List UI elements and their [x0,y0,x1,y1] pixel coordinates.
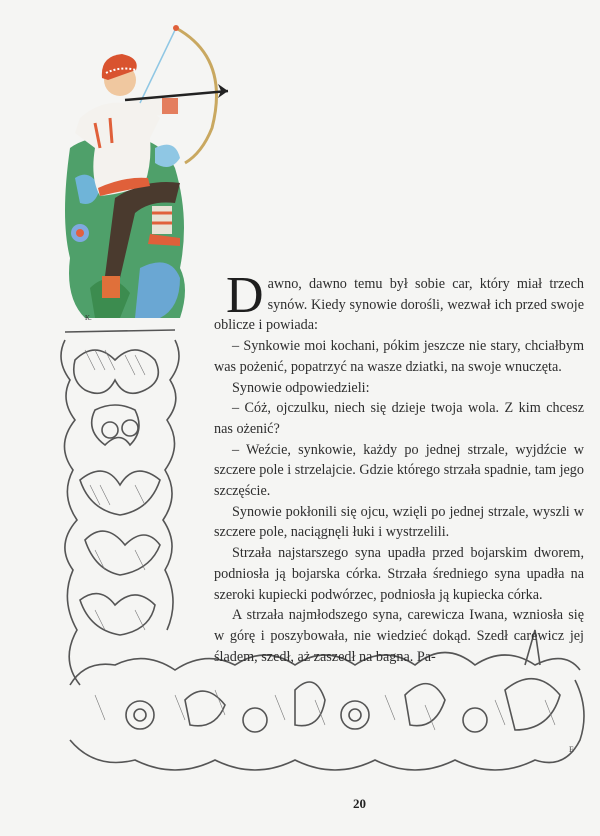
ornament-signature: E [569,745,574,754]
story-paragraph-2: – Synkowie moi kochani, pókim jeszcze nie stary, chciałbym was pożenić, popatrzyć na wasze dziatki, na swoje wnuczęta. [214,338,584,375]
story-text [214,267,584,667]
archer-illustration [40,18,240,328]
story-paragraph-7: Strzała najstarszego syna upadła przed bojarskim dworem, podniosła ją bojarska córka. Strzała średniego syna upadła na szeroki kupiecki podwórzec, podniosła ją kupiecka córka. [214,545,584,603]
drop-cap: D [226,267,264,324]
page-number: 20 [353,796,366,811]
story-paragraph-5: – Weźcie, synkowie, każdy po jednej strzale, wyjdźcie w szczere pole i strzelajcie. Gdzie którego strzała spadnie, tam jego szczęście. [214,441,584,500]
story-paragraph-4: – Cóż, ojczulku, niech się dzieje twoja wola. Z kim chcesz nas ożenić? [214,400,584,437]
story-paragraph-8: A strzała najmłodszego syna, carewicza Iwana, wzniosła się w górę i poszybowała, nie wiedzieć dokąd. Szedł carewicz jej śladem, szedł, aż zaszedł na bagna. Pa- [214,607,584,665]
story-paragraph-1: Dawno, dawno temu był sobie car, który miał trzech synów. Kiedy synowie dorośli, wezwał ich przed swoje oblicze i powiada: [214,267,584,334]
illustrator-signature: K. [85,314,92,322]
story-paragraph-6: Synowie pokłonili się ojcu, wzięli po jednej strzale, wyszli w szczere pole, naciągnęli łuki i wystrzelili. [214,503,584,541]
story-paragraph-3: Synowie odpowiedzieli: [232,379,370,396]
